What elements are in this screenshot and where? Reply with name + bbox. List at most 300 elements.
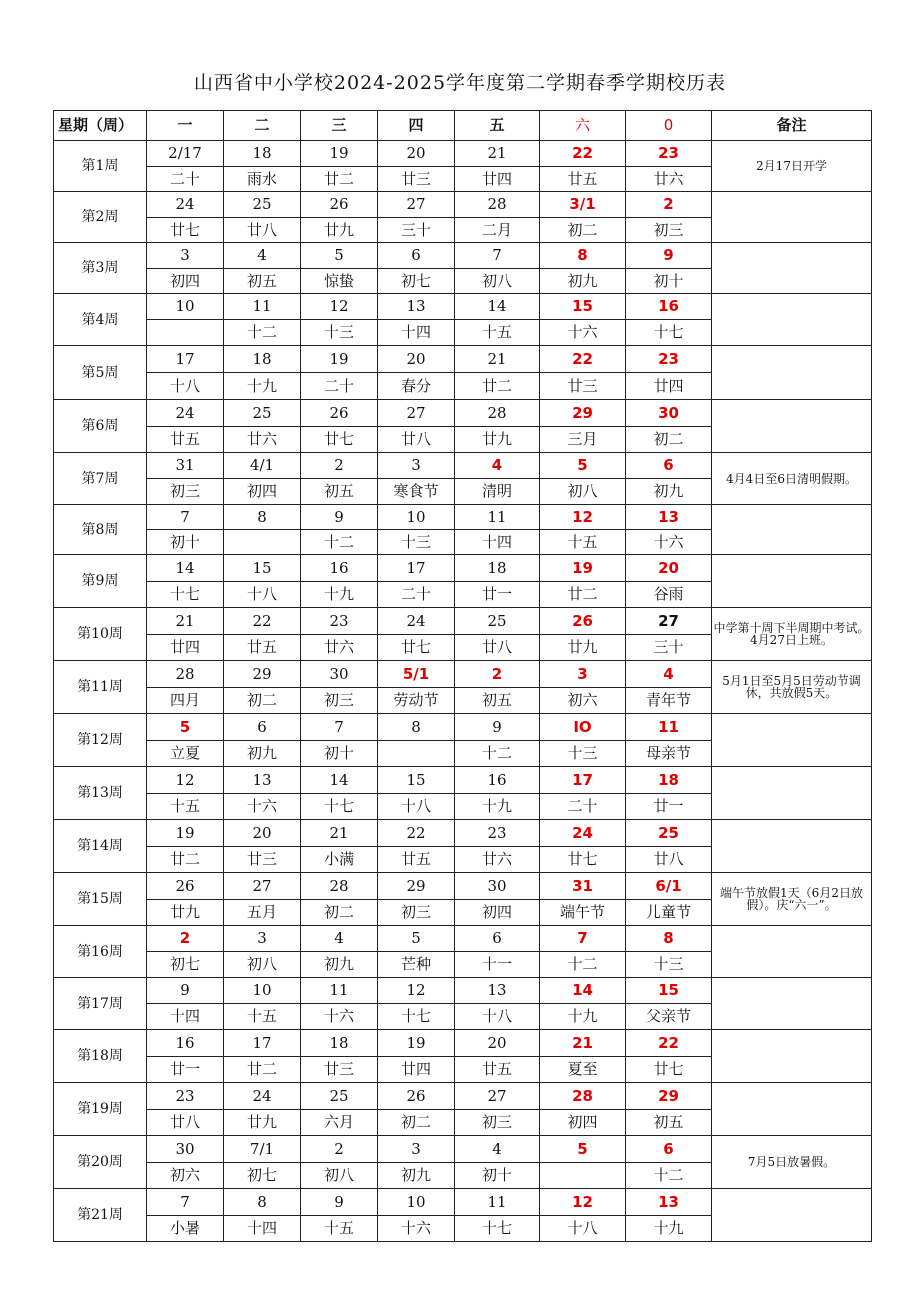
date-cell: 22 (626, 1030, 712, 1057)
week-row-dates (54, 400, 872, 427)
date-cell: 13 (378, 294, 455, 320)
lunar-cell: 初五 (455, 688, 540, 714)
lunar-cell: 惊蛰 (301, 269, 378, 294)
date-cell: 16 (626, 294, 712, 320)
date-cell: 30 (455, 873, 540, 900)
week-label: 第16周 (54, 926, 147, 978)
lunar-cell: 十八 (224, 582, 301, 608)
date-cell: 3/1 (540, 192, 626, 218)
lunar-cell: 初十 (626, 269, 712, 294)
date-cell: 13 (455, 978, 540, 1004)
lunar-cell: 初三 (301, 688, 378, 714)
date-cell: 3 (224, 926, 301, 952)
week-row-dates (54, 141, 872, 167)
header-day-4: 四 (378, 111, 455, 141)
date-cell: 7/1 (224, 1136, 301, 1163)
date-cell: 16 (147, 1030, 224, 1057)
lunar-cell: 十六 (224, 794, 301, 820)
lunar-cell: 初十 (147, 530, 224, 555)
date-cell: 13 (626, 505, 712, 530)
date-cell: 11 (301, 978, 378, 1004)
date-cell: 7 (147, 1189, 224, 1216)
date-cell: 30 (301, 661, 378, 688)
date-cell: 18 (224, 141, 301, 167)
week-note (712, 192, 872, 243)
date-cell: 19 (378, 1030, 455, 1057)
week-label: 第3周 (54, 243, 147, 294)
date-cell: 8 (224, 505, 301, 530)
date-cell: 15 (626, 978, 712, 1004)
lunar-cell: 初六 (147, 1163, 224, 1189)
week-note: 端午节放假1天（6月2日放假）。庆“六一”。 (712, 873, 872, 926)
date-cell: 12 (540, 505, 626, 530)
date-cell: 16 (301, 555, 378, 582)
lunar-cell: 四月 (147, 688, 224, 714)
date-cell: 2 (301, 453, 378, 479)
lunar-cell: 初五 (626, 1110, 712, 1136)
lunar-cell: 十三 (540, 741, 626, 767)
header-row (54, 111, 872, 141)
date-cell: 15 (224, 555, 301, 582)
lunar-cell: 初二 (626, 427, 712, 453)
lunar-cell: 十八 (147, 373, 224, 400)
date-cell: 8 (626, 926, 712, 952)
date-cell: 20 (378, 141, 455, 167)
date-cell: 25 (224, 400, 301, 427)
lunar-cell: 廿六 (224, 427, 301, 453)
date-cell: 2 (147, 926, 224, 952)
lunar-cell (147, 320, 224, 346)
lunar-cell: 五月 (224, 900, 301, 926)
week-label: 第12周 (54, 714, 147, 767)
lunar-cell: 十九 (540, 1004, 626, 1030)
date-cell: 16 (455, 767, 540, 794)
lunar-cell: 十七 (147, 582, 224, 608)
lunar-cell: 初五 (301, 479, 378, 505)
date-cell: 27 (378, 192, 455, 218)
week-note (712, 400, 872, 453)
date-cell: 22 (224, 608, 301, 635)
date-cell: 21 (301, 820, 378, 847)
date-cell: 8 (540, 243, 626, 269)
lunar-cell: 初八 (455, 269, 540, 294)
lunar-cell: 廿六 (626, 167, 712, 192)
date-cell: 2 (301, 1136, 378, 1163)
lunar-cell: 廿二 (224, 1057, 301, 1083)
lunar-cell (378, 741, 455, 767)
date-cell: 24 (224, 1083, 301, 1110)
lunar-cell: 十六 (378, 1216, 455, 1242)
week-note: 7月5日放暑假。 (712, 1136, 872, 1189)
lunar-cell: 初六 (540, 688, 626, 714)
date-cell: 4 (455, 1136, 540, 1163)
date-cell: 3 (378, 453, 455, 479)
date-cell: 6 (626, 453, 712, 479)
week-label: 第21周 (54, 1189, 147, 1242)
lunar-cell: 初七 (147, 952, 224, 978)
lunar-cell: 廿八 (626, 847, 712, 873)
date-cell: 17 (224, 1030, 301, 1057)
lunar-cell: 廿七 (378, 635, 455, 661)
lunar-cell: 十五 (224, 1004, 301, 1030)
lunar-cell: 十六 (540, 320, 626, 346)
date-cell: 6 (626, 1136, 712, 1163)
date-cell: 14 (147, 555, 224, 582)
lunar-cell: 初四 (455, 900, 540, 926)
week-label: 第7周 (54, 453, 147, 505)
date-cell: 10 (378, 505, 455, 530)
lunar-cell: 儿童节 (626, 900, 712, 926)
date-cell: 10 (378, 1189, 455, 1216)
week-row-dates (54, 1136, 872, 1163)
week-label: 第8周 (54, 505, 147, 555)
lunar-cell: 十五 (540, 530, 626, 555)
date-cell: 7 (301, 714, 378, 741)
week-row-dates (54, 926, 872, 952)
lunar-cell: 廿三 (224, 847, 301, 873)
lunar-cell: 廿五 (378, 847, 455, 873)
school-calendar-table (53, 110, 872, 1242)
lunar-cell: 廿二 (301, 167, 378, 192)
date-cell: 27 (626, 608, 712, 635)
lunar-cell: 初二 (301, 900, 378, 926)
date-cell: 24 (147, 192, 224, 218)
week-row-dates (54, 873, 872, 900)
lunar-cell: 十三 (378, 530, 455, 555)
date-cell: 11 (455, 505, 540, 530)
date-cell: 18 (455, 555, 540, 582)
lunar-cell: 十二 (224, 320, 301, 346)
week-row-dates (54, 1083, 872, 1110)
lunar-cell: 夏至 (540, 1057, 626, 1083)
date-cell: 12 (540, 1189, 626, 1216)
lunar-cell: 初四 (147, 269, 224, 294)
lunar-cell: 二十 (301, 373, 378, 400)
week-note (712, 714, 872, 767)
lunar-cell: 端午节 (540, 900, 626, 926)
date-cell: 14 (301, 767, 378, 794)
page-title: 山西省中小学校2024-2025学年度第二学期春季学期校历表 (193, 72, 727, 94)
lunar-cell: 十九 (455, 794, 540, 820)
week-label: 第10周 (54, 608, 147, 661)
week-row-dates (54, 1030, 872, 1057)
lunar-cell: 初八 (224, 952, 301, 978)
lunar-cell: 十三 (301, 320, 378, 346)
date-cell: 24 (540, 820, 626, 847)
date-cell: 4/1 (224, 453, 301, 479)
week-row-dates (54, 243, 872, 269)
lunar-cell: 廿二 (540, 582, 626, 608)
date-cell: 18 (224, 346, 301, 373)
lunar-cell: 初九 (224, 741, 301, 767)
lunar-cell: 十五 (301, 1216, 378, 1242)
date-cell: 25 (455, 608, 540, 635)
date-cell: 17 (147, 346, 224, 373)
lunar-cell: 廿六 (455, 847, 540, 873)
lunar-cell: 二月 (455, 218, 540, 243)
date-cell: 26 (147, 873, 224, 900)
week-row-dates (54, 767, 872, 794)
week-row-dates (54, 1189, 872, 1216)
week-note: 5月1日至5月5日劳动节调休，共放假5天。 (712, 661, 872, 714)
date-cell: 28 (147, 661, 224, 688)
date-cell: 4 (224, 243, 301, 269)
week-note: 2月17日开学 (712, 141, 872, 192)
date-cell: 6 (224, 714, 301, 741)
date-cell: 12 (378, 978, 455, 1004)
week-label: 第17周 (54, 978, 147, 1030)
lunar-cell: 廿九 (147, 900, 224, 926)
lunar-cell: 十七 (455, 1216, 540, 1242)
week-note: 中学第十周下半周期中考试。4月27日上班。 (712, 608, 872, 661)
date-cell: 3 (147, 243, 224, 269)
lunar-cell: 二十 (147, 167, 224, 192)
week-label: 第5周 (54, 346, 147, 400)
date-cell: 19 (301, 346, 378, 373)
lunar-cell: 初二 (540, 218, 626, 243)
week-row-dates (54, 978, 872, 1004)
header-day-3: 三 (301, 111, 378, 141)
lunar-cell: 十五 (147, 794, 224, 820)
lunar-cell: 立夏 (147, 741, 224, 767)
date-cell: 10 (147, 294, 224, 320)
header-day-6: 六 (540, 111, 626, 141)
date-cell: 9 (301, 505, 378, 530)
date-cell: 6/1 (626, 873, 712, 900)
lunar-cell: 初五 (224, 269, 301, 294)
header-day-1: 一 (147, 111, 224, 141)
week-label: 第15周 (54, 873, 147, 926)
date-cell: 7 (540, 926, 626, 952)
date-cell: 5 (540, 453, 626, 479)
lunar-cell: 廿四 (378, 1057, 455, 1083)
date-cell: 6 (378, 243, 455, 269)
lunar-cell: 三十 (626, 635, 712, 661)
date-cell: 25 (224, 192, 301, 218)
date-cell: 29 (540, 400, 626, 427)
date-cell: 28 (455, 192, 540, 218)
date-cell: 7 (455, 243, 540, 269)
date-cell: 2/17 (147, 141, 224, 167)
lunar-cell: 寒食节 (378, 479, 455, 505)
week-row-dates (54, 820, 872, 847)
date-cell: 23 (301, 608, 378, 635)
date-cell: 4 (455, 453, 540, 479)
lunar-cell: 六月 (301, 1110, 378, 1136)
lunar-cell: 十四 (455, 530, 540, 555)
date-cell: 5 (147, 714, 224, 741)
lunar-cell: 初九 (378, 1163, 455, 1189)
lunar-cell: 十三 (626, 952, 712, 978)
date-cell: 20 (455, 1030, 540, 1057)
lunar-cell: 廿四 (455, 167, 540, 192)
week-row-dates (54, 505, 872, 530)
date-cell: 27 (378, 400, 455, 427)
lunar-cell: 十九 (301, 582, 378, 608)
date-cell: 22 (540, 141, 626, 167)
lunar-cell: 廿八 (224, 218, 301, 243)
date-cell: 22 (540, 346, 626, 373)
date-cell: 3 (378, 1136, 455, 1163)
lunar-cell: 初十 (455, 1163, 540, 1189)
lunar-cell: 十四 (224, 1216, 301, 1242)
lunar-cell: 母亲节 (626, 741, 712, 767)
header-note: 备注 (712, 111, 872, 141)
date-cell: 9 (626, 243, 712, 269)
date-cell: 20 (224, 820, 301, 847)
lunar-cell: 初九 (626, 479, 712, 505)
week-note (712, 820, 872, 873)
lunar-cell: 二十 (540, 794, 626, 820)
date-cell: 27 (455, 1083, 540, 1110)
week-note (712, 1030, 872, 1083)
lunar-cell: 廿九 (455, 427, 540, 453)
date-cell: 7 (147, 505, 224, 530)
header-day-7: 0 (626, 111, 712, 141)
date-cell: 8 (224, 1189, 301, 1216)
date-cell: 23 (626, 141, 712, 167)
week-note (712, 243, 872, 294)
lunar-cell: 廿二 (147, 847, 224, 873)
date-cell: 15 (378, 767, 455, 794)
lunar-cell: 十八 (540, 1216, 626, 1242)
lunar-cell: 初八 (301, 1163, 378, 1189)
lunar-cell: 廿五 (224, 635, 301, 661)
date-cell: 19 (540, 555, 626, 582)
lunar-cell: 初三 (626, 218, 712, 243)
week-label: 第19周 (54, 1083, 147, 1136)
lunar-cell: 三月 (540, 427, 626, 453)
lunar-cell: 初九 (301, 952, 378, 978)
lunar-cell: 十四 (378, 320, 455, 346)
date-cell: 5/1 (378, 661, 455, 688)
lunar-cell: 廿二 (455, 373, 540, 400)
week-label: 第13周 (54, 767, 147, 820)
lunar-cell: 十一 (455, 952, 540, 978)
week-note (712, 555, 872, 608)
lunar-cell: 小暑 (147, 1216, 224, 1242)
week-label: 第4周 (54, 294, 147, 346)
week-label: 第6周 (54, 400, 147, 453)
lunar-cell: 十七 (378, 1004, 455, 1030)
date-cell: 8 (378, 714, 455, 741)
date-cell: 4 (626, 661, 712, 688)
date-cell: 12 (301, 294, 378, 320)
date-cell: 30 (626, 400, 712, 427)
lunar-cell: 廿一 (147, 1057, 224, 1083)
lunar-cell: 初九 (540, 269, 626, 294)
lunar-cell: 廿七 (626, 1057, 712, 1083)
date-cell: 23 (147, 1083, 224, 1110)
lunar-cell: 初七 (378, 269, 455, 294)
lunar-cell: 二十 (378, 582, 455, 608)
lunar-cell: 十六 (301, 1004, 378, 1030)
lunar-cell: 劳动节 (378, 688, 455, 714)
lunar-cell: 初三 (378, 900, 455, 926)
week-label: 第9周 (54, 555, 147, 608)
date-cell: 4 (301, 926, 378, 952)
date-cell: 14 (540, 978, 626, 1004)
date-cell: 30 (147, 1136, 224, 1163)
date-cell: 20 (378, 346, 455, 373)
date-cell: 5 (378, 926, 455, 952)
lunar-cell: 廿一 (455, 582, 540, 608)
lunar-cell: 初二 (224, 688, 301, 714)
lunar-cell: 廿三 (540, 373, 626, 400)
lunar-cell: 廿九 (301, 218, 378, 243)
date-cell: 2 (626, 192, 712, 218)
lunar-cell: 十八 (378, 794, 455, 820)
week-row-dates (54, 192, 872, 218)
date-cell: 26 (540, 608, 626, 635)
lunar-cell: 廿四 (626, 373, 712, 400)
lunar-cell: 清明 (455, 479, 540, 505)
lunar-cell: 廿三 (301, 1057, 378, 1083)
lunar-cell: 廿七 (147, 218, 224, 243)
date-cell: 28 (301, 873, 378, 900)
lunar-cell: 十七 (626, 320, 712, 346)
lunar-cell: 廿八 (378, 427, 455, 453)
lunar-cell: 廿九 (224, 1110, 301, 1136)
date-cell: 25 (626, 820, 712, 847)
lunar-cell: 廿五 (147, 427, 224, 453)
lunar-cell: 十二 (455, 741, 540, 767)
date-cell: 11 (224, 294, 301, 320)
date-cell: 31 (147, 453, 224, 479)
date-cell: 26 (378, 1083, 455, 1110)
date-cell: 20 (626, 555, 712, 582)
week-note: 4月4日至6日清明假期。 (712, 453, 872, 505)
date-cell: 15 (540, 294, 626, 320)
lunar-cell: 初三 (455, 1110, 540, 1136)
week-label: 第14周 (54, 820, 147, 873)
week-row-dates (54, 555, 872, 582)
lunar-cell: 小满 (301, 847, 378, 873)
lunar-cell: 廿五 (540, 167, 626, 192)
date-cell: 24 (147, 400, 224, 427)
lunar-cell: 十九 (224, 373, 301, 400)
date-cell: 17 (540, 767, 626, 794)
week-note (712, 346, 872, 400)
lunar-cell: 十二 (301, 530, 378, 555)
week-note (712, 1189, 872, 1242)
week-note (712, 294, 872, 346)
header-day-5: 五 (455, 111, 540, 141)
date-cell: 23 (455, 820, 540, 847)
lunar-cell: 谷雨 (626, 582, 712, 608)
lunar-cell: 春分 (378, 373, 455, 400)
lunar-cell: 廿八 (147, 1110, 224, 1136)
date-cell: IO (540, 714, 626, 741)
date-cell: 11 (626, 714, 712, 741)
lunar-cell: 初七 (224, 1163, 301, 1189)
lunar-cell: 廿三 (378, 167, 455, 192)
date-cell: 11 (455, 1189, 540, 1216)
date-cell: 29 (626, 1083, 712, 1110)
lunar-cell: 初八 (540, 479, 626, 505)
lunar-cell (540, 1163, 626, 1189)
lunar-cell: 廿一 (626, 794, 712, 820)
lunar-cell: 青年节 (626, 688, 712, 714)
lunar-cell: 初四 (224, 479, 301, 505)
date-cell: 21 (455, 346, 540, 373)
week-label: 第18周 (54, 1030, 147, 1083)
date-cell: 22 (378, 820, 455, 847)
lunar-cell: 十七 (301, 794, 378, 820)
date-cell: 26 (301, 192, 378, 218)
week-row-dates (54, 714, 872, 741)
week-row-dates (54, 661, 872, 688)
